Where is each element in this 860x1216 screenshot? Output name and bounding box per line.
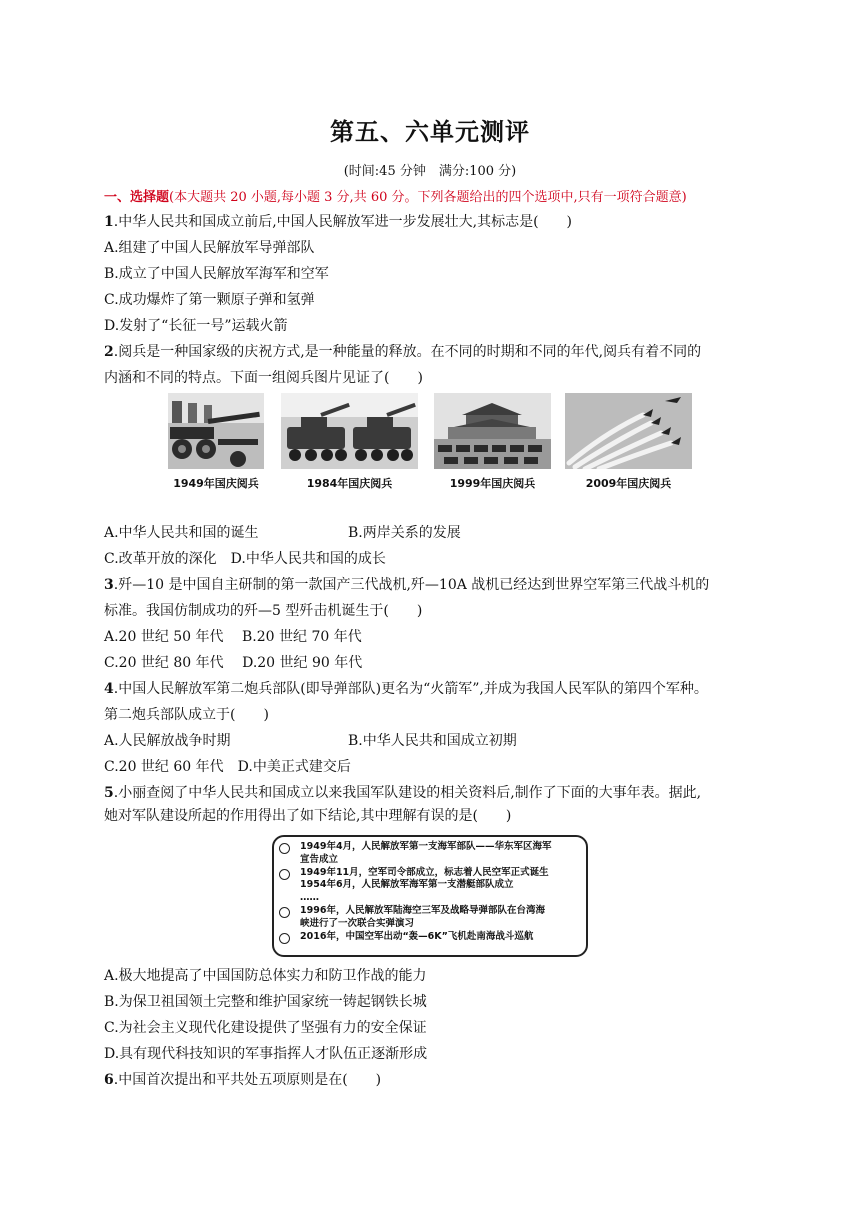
question-text: .中国人民解放军第二炮兵部队(即导弹部队)更名为“火箭军”,并成为我国人民军队的第四个军种。	[113, 681, 708, 697]
timeline-entry	[300, 841, 580, 854]
timeline-text: 1949年11月，空军司令部成立，标志着人民空军正式诞生	[300, 866, 549, 878]
q4-option-ab	[104, 731, 517, 751]
photo-caption: 2009年国庆阅兵	[585, 477, 672, 490]
section-instructions: (本大题共 20 小题,每小题 3 分,共 60 分。下列各题给出的四个选项中,只有一项符合题意)	[169, 190, 687, 205]
question-number: 6	[104, 1072, 114, 1088]
parade-image	[565, 393, 692, 469]
parade-photo-1984	[281, 393, 418, 491]
q1-option-b: B.成立了中国人民解放军海军和空军	[104, 266, 329, 282]
question-number: 4	[104, 681, 114, 697]
q1-option-d: D.发射了“长征一号”运载火箭	[104, 318, 288, 334]
q5-option-d: D.具有现代科技知识的军事指挥人才队伍正逐渐形成	[104, 1046, 428, 1062]
parade-image	[281, 393, 418, 469]
q4-option-cd: C.20 世纪 60 年代 D.中美正式建交后	[104, 759, 351, 775]
question-1-stem	[104, 212, 572, 232]
q5-option-a: A.极大地提高了中国国防总体实力和防卫作战的能力	[104, 968, 427, 984]
timeline-entry: 1954年6月，人民解放军海军第一支潜艇部队成立	[300, 879, 514, 891]
question-text: .小丽查阅了中华人民共和国成立以来我国军队建设的相关资料后,制作了下面的大事年表。据此,	[113, 785, 702, 801]
question-2-stem	[104, 342, 701, 362]
question-5-stem-cont: 她对军队建设所起的作用得出了如下结论,其中理解有误的是( )	[104, 808, 512, 824]
timeline-text: 1996年，人民解放军陆海空三军及战略导弹部队在台湾海	[300, 904, 545, 916]
question-5-stem	[104, 783, 701, 803]
timeline-dot-icon	[279, 869, 290, 880]
parade-photo-1999	[434, 393, 551, 491]
question-number: 5	[104, 785, 114, 801]
parade-photo-1949	[168, 393, 264, 491]
timeline-entry	[300, 867, 580, 880]
photo-caption: 1949年国庆阅兵	[173, 477, 259, 490]
question-text: .歼—10 是中国自主研制的第一款国产三代战机,歼—10A 战机已经达到世界空军第三代战斗机的	[113, 577, 710, 593]
timeline-entry	[300, 931, 580, 944]
q5-option-b: B.为保卫祖国领土完整和维护国家统一铸起钢铁长城	[104, 994, 427, 1010]
timeline-ellipsis: ……	[300, 892, 319, 904]
parade-photo-2009	[565, 393, 692, 491]
option-b: B.两岸关系的发展	[348, 525, 461, 541]
option-a: A.人民解放战争时期	[104, 733, 231, 749]
q3-option-ab: A.20 世纪 50 年代 B.20 世纪 70 年代	[104, 629, 362, 645]
exam-info: (时间:45 分钟 满分:100 分)	[343, 164, 517, 179]
photo-caption: 1984年国庆阅兵	[306, 477, 393, 490]
section-heading	[104, 186, 784, 205]
parade-image	[168, 393, 264, 469]
timeline-entry	[300, 905, 580, 918]
photo-caption: 1999年国庆阅兵	[449, 477, 536, 490]
q3-option-cd: C.20 世纪 80 年代 D.20 世纪 90 年代	[104, 655, 363, 671]
question-4-stem	[104, 679, 708, 699]
option-b: B.中华人民共和国成立初期	[348, 733, 517, 749]
timeline-dot-icon	[279, 907, 290, 918]
question-number: 1	[104, 214, 114, 230]
events-timeline	[272, 835, 588, 957]
timeline-dot-icon	[279, 843, 290, 854]
timeline-entry-cont: 峡进行了一次联合实弹演习	[300, 917, 415, 929]
timeline-text: 2016年，中国空军出动“轰—6K”飞机赴南海战斗巡航	[300, 930, 534, 942]
question-number: 3	[104, 577, 114, 593]
question-3-stem	[104, 575, 709, 595]
question-6-stem	[104, 1070, 381, 1090]
page-title: 第五、六单元测评	[330, 118, 530, 146]
q2-option-cd: C.改革开放的深化 D.中华人民共和国的成长	[104, 551, 386, 567]
q5-option-c: C.为社会主义现代化建设提供了坚强有力的安全保证	[104, 1020, 427, 1036]
question-2-stem-cont: 内涵和不同的特点。下面一组阅兵图片见证了( )	[104, 370, 423, 386]
question-text: .中华人民共和国成立前后,中国人民解放军进一步发展壮大,其标志是( )	[113, 214, 573, 230]
parade-image	[434, 393, 551, 469]
question-3-stem-cont: 标准。我国仿制成功的歼—5 型歼击机诞生于( )	[104, 603, 423, 619]
timeline-text: 1949年4月，人民解放军第一支海军部队——华东军区海军	[300, 841, 552, 852]
section-label: 一、选择题	[104, 190, 170, 205]
question-4-stem-cont: 第二炮兵部队成立于( )	[104, 707, 269, 723]
parade-photo-group	[168, 393, 692, 497]
timeline-dot-icon	[279, 933, 290, 944]
q1-option-a: A.组建了中国人民解放军导弹部队	[104, 240, 315, 256]
q2-option-a	[104, 523, 461, 543]
option-a: A.中华人民共和国的诞生	[104, 525, 259, 541]
question-text: .中国首次提出和平共处五项原则是在( )	[113, 1072, 382, 1088]
timeline-entry-cont: 宣告成立	[300, 853, 339, 865]
question-number: 2	[104, 344, 114, 360]
q1-option-c: C.成功爆炸了第一颗原子弹和氢弹	[104, 292, 315, 308]
question-text: .阅兵是一种国家级的庆祝方式,是一种能量的释放。在不同的时期和不同的年代,阅兵有着不同的	[113, 344, 702, 360]
